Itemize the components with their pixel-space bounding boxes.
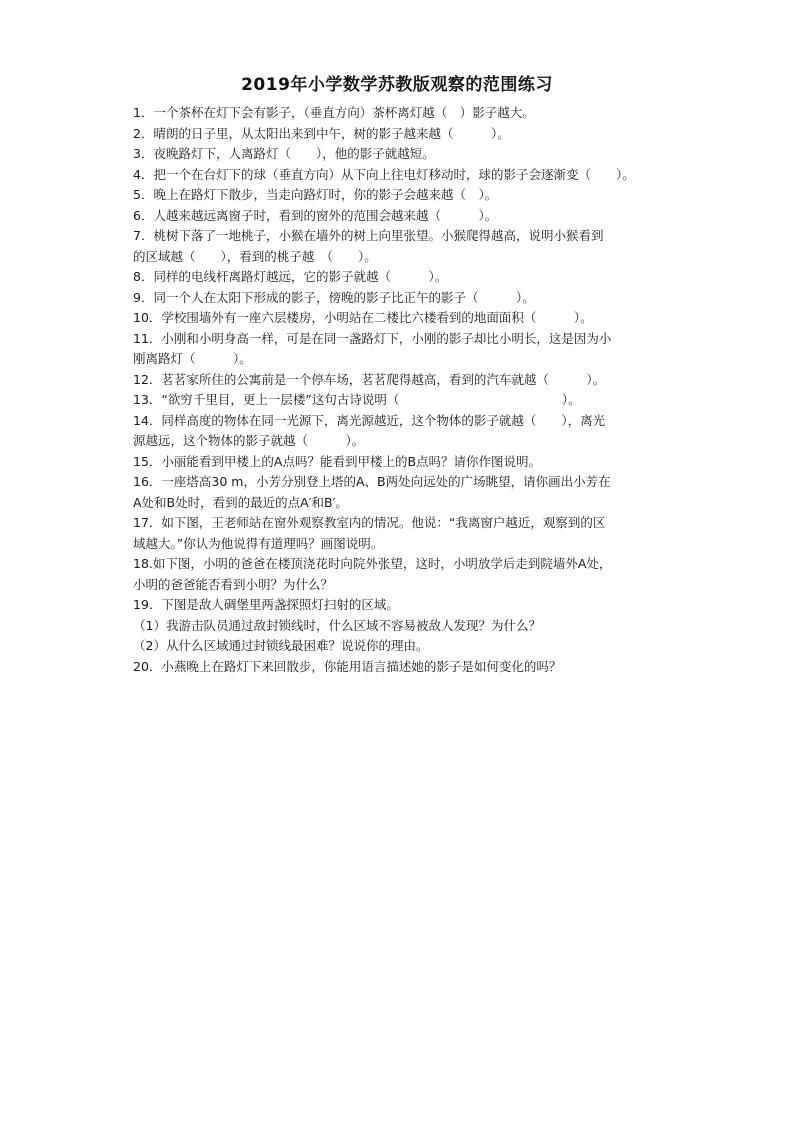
- question-16-line-1: 16．一座塔高30 m，小芳分别登上塔的A、B两处向远处的广场眺望，请你画出小芳在: [133, 474, 611, 489]
- question-12: 12．茗茗家所住的公寓前是一个停车场，茗茗爬得越高，看到的汽车就越（ ）。: [133, 371, 606, 387]
- question-17-line-2: 域越大。”你认为他说得有道理吗？画图说明。: [133, 535, 384, 551]
- question-7-line-2: 的区域越（ ），看到的桃子越 （ ）。: [133, 248, 377, 264]
- question-10: 10．学校围墙外有一座六层楼房，小明站在二楼比六楼看到的地面面积（ ）。: [133, 310, 593, 325]
- question-20: 20．小燕晚上在路灯下来回散步，你能用语言描述她的影子是如何变化的吗？: [133, 658, 562, 674]
- question-18-line-1: 18.如下图，小明的爸爸在楼顶浇花时向院外张望，这时，小明放学后走到院墙外A处，: [133, 556, 612, 571]
- question-15: 15．小丽能看到甲楼上的A点吗？能看到甲楼上的B点吗？请你作图说明。: [133, 453, 542, 469]
- question-7-line-1: 7．桃树下落了一地桃子，小猴在墙外的树上向里张望。小猴爬得越高，说明小猴看到: [133, 228, 604, 243]
- question-19-part-2: （2）从什么区域通过封锁线最困难？说说你的理由。: [133, 638, 429, 653]
- page-title: 2019年小学数学苏教版观察的范围练习: [241, 75, 553, 95]
- question-2: 2．晴朗的日子里，从太阳出来到中午，树的影子越来越（ ）。: [133, 125, 510, 141]
- question-5: 5．晚上在路灯下散步，当走向路灯时，你的影子会越来越（ ）。: [133, 187, 498, 202]
- question-13: 13．“欲穷千里目，更上一层楼”这句古诗说明（ ）。: [133, 392, 581, 407]
- question-8: 8．同样的电线杆离路灯越远，它的影子就越（ ）。: [133, 269, 448, 284]
- question-3: 3．夜晚路灯下，人离路灯（ ），他的影子就越短。: [133, 146, 435, 161]
- question-18-line-2: 小明的爸爸能否看到小明？为什么？: [133, 576, 334, 592]
- question-17-line-1: 17．如下图，王老师站在窗外观察教室内的情况。他说：“我离窗户越近，观察到的区: [133, 515, 606, 530]
- question-14-line-1: 14．同样高度的物体在同一光源下，离光源越近，这个物体的影子就越（ ），离光: [133, 412, 606, 428]
- question-19: 19．下图是敌人碉堡里两盏探照灯扫射的区域。: [133, 597, 399, 612]
- question-14-line-2: 源越远，这个物体的影子就越（ ）。: [133, 433, 365, 448]
- question-4: 4．把一个在台灯下的球（垂直方向）从下向上往电灯移动时，球的影子会逐渐变（ ）。: [133, 166, 635, 182]
- question-list: [133, 103, 673, 677]
- question-11-line-1: 11．小刚和小明身高一样，可是在同一盏路灯下，小刚的影子却比小明长，这是因为小: [133, 330, 612, 346]
- question-16-line-2: A处和B处时，看到的最近的点A′和B′。: [133, 494, 348, 510]
- question-11-line-2: 刚离路灯（ ）。: [133, 351, 252, 366]
- question-19-part-1: （1）我游击队员通过敌封锁线时，什么区域不容易被敌人发现？为什么？: [133, 617, 541, 633]
- question-1: 1．一个茶杯在灯下会有影子，（垂直方向）茶杯离灯越（ ）影子越大。: [133, 105, 535, 120]
- question-9: 9．同一个人在太阳下形成的影子，傍晚的影子比正午的影子（ ）。: [133, 289, 535, 305]
- question-6: 6．人越来越远离窗子时，看到的窗外的范围会越来越（ ）。: [133, 207, 498, 223]
